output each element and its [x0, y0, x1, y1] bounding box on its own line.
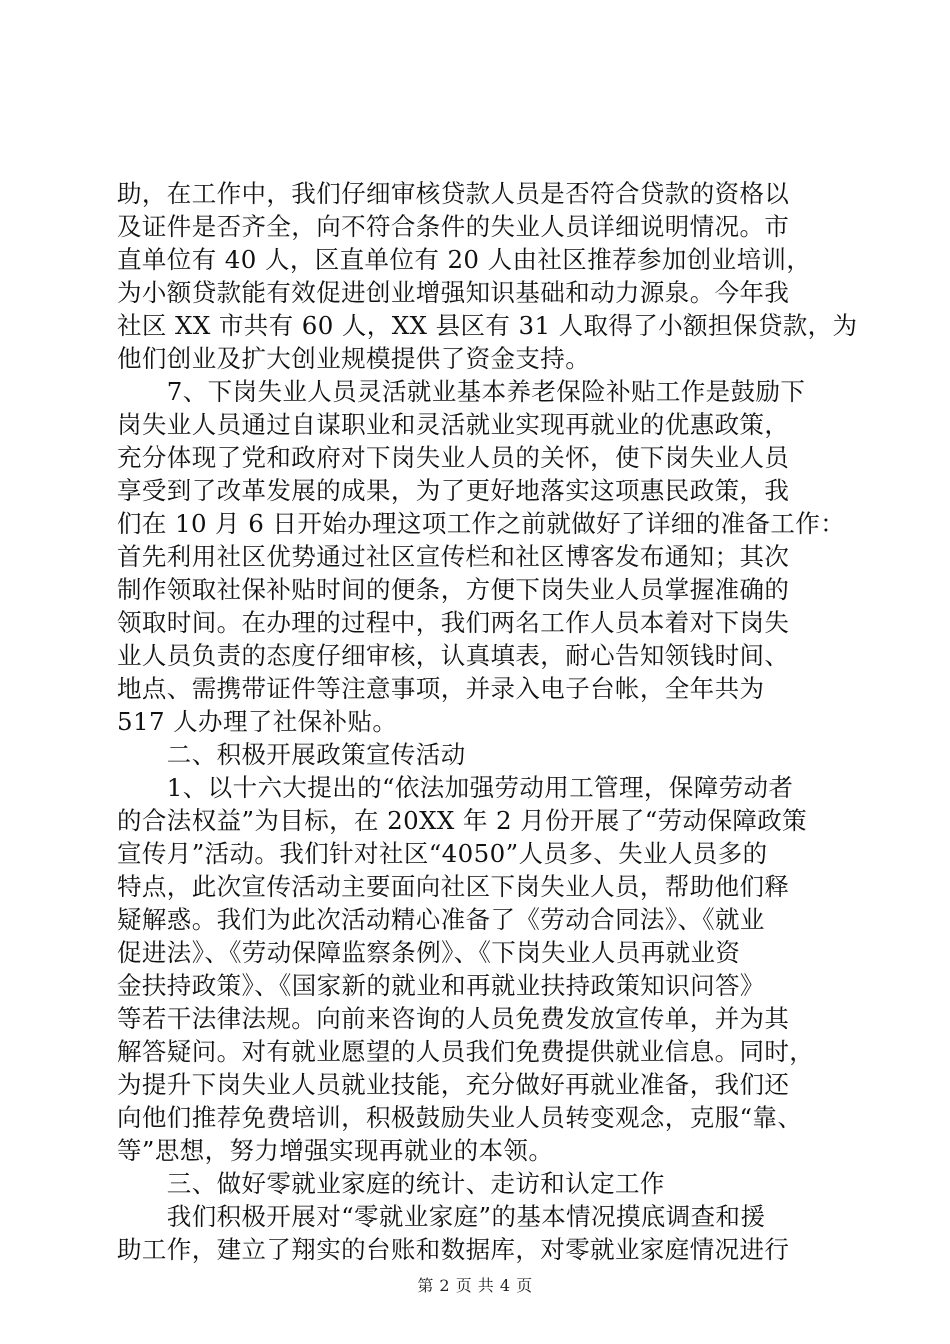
section-heading: 三、做好零就业家庭的统计、走访和认定工作: [117, 1169, 665, 1198]
text-line: 特点，此次宣传活动主要面向社区下岗失业人员，帮助他们释: [117, 872, 790, 901]
text-line: 业人员负责的态度仔细审核，认真填表，耐心告知领钱时间、: [117, 641, 790, 670]
text-line: 向他们推荐免费培训，积极鼓励失业人员转变观念，克服“靠、: [117, 1103, 803, 1132]
text-line: 社区 XX 市共有 60 人，XX 县区有 31 人取得了小额担保贷款，为: [117, 311, 858, 340]
text-line: 为小额贷款能有效促进创业增强知识基础和动力源泉。今年我: [117, 278, 790, 307]
text-line: 等若干法律法规。向前来咨询的人员免费发放宣传单，并为其: [117, 1004, 790, 1033]
text-line: 疑解惑。我们为此次活动精心准备了《劳动合同法》、《就业: [117, 905, 765, 934]
section-heading: 二、积极开展政策宣传活动: [117, 740, 466, 769]
text-line: 充分体现了党和政府对下岗失业人员的关怀，使下岗失业人员: [117, 443, 790, 472]
text-line: 助工作，建立了翔实的台账和数据库，对零就业家庭情况进行: [117, 1235, 790, 1264]
text-line: 我们积极开展对“零就业家庭”的基本情况摸底调查和援: [117, 1202, 766, 1231]
text-line: 岗失业人员通过自谋职业和灵活就业实现再就业的优惠政策，: [117, 410, 790, 439]
text-line: 1、以十六大提出的“依法加强劳动用工管理，保障劳动者: [117, 773, 794, 802]
text-line: 的合法权益”为目标，在 20XX 年 2 月份开展了“劳动保障政策: [117, 806, 808, 835]
text-line: 们在 10 月 6 日开始办理这项工作之前就做好了详细的准备工作：: [117, 509, 846, 538]
text-line: 直单位有 40 人，区直单位有 20 人由社区推荐参加创业培训，: [117, 245, 812, 274]
text-line: 为提升下岗失业人员就业技能，充分做好再就业准备，我们还: [117, 1070, 790, 1099]
text-line: 助，在工作中，我们仔细审核贷款人员是否符合贷款的资格以: [117, 179, 790, 208]
text-line: 517 人办理了社保补贴。: [117, 707, 398, 736]
text-line: 及证件是否齐全，向不符合条件的失业人员详细说明情况。市: [117, 212, 790, 241]
text-line: 7、下岗失业人员灵活就业基本养老保险补贴工作是鼓励下: [117, 377, 806, 406]
text-line: 制作领取社保补贴时间的便条，方便下岗失业人员掌握准确的: [117, 575, 790, 604]
page-number-footer: 第 2 页 共 4 页: [417, 1276, 533, 1295]
text-line: 地点、需携带证件等注意事项，并录入电子台帐，全年共为: [117, 674, 765, 703]
text-line: 领取时间。在办理的过程中，我们两名工作人员本着对下岗失: [117, 608, 790, 637]
text-line: 解答疑问。对有就业愿望的人员我们免费提供就业信息。同时，: [117, 1037, 815, 1066]
text-line: 首先利用社区优势通过社区宣传栏和社区博客发布通知；其次: [117, 542, 790, 571]
text-line: 金扶持政策》、《国家新的就业和再就业扶持政策知识问答》: [117, 971, 765, 1000]
text-line: 等”思想，努力增强实现再就业的本领。: [117, 1136, 554, 1165]
text-line: 享受到了改革发展的成果，为了更好地落实这项惠民政策，我: [117, 476, 790, 505]
document-body: [117, 177, 858, 1266]
text-line: 宣传月”活动。我们针对社区“4050”人员多、失业人员多的: [117, 839, 768, 868]
text-line: 他们创业及扩大创业规模提供了资金支持。: [117, 344, 591, 373]
text-line: 促进法》、《劳动保障监察条例》、《下岗失业人员再就业资: [117, 938, 741, 967]
